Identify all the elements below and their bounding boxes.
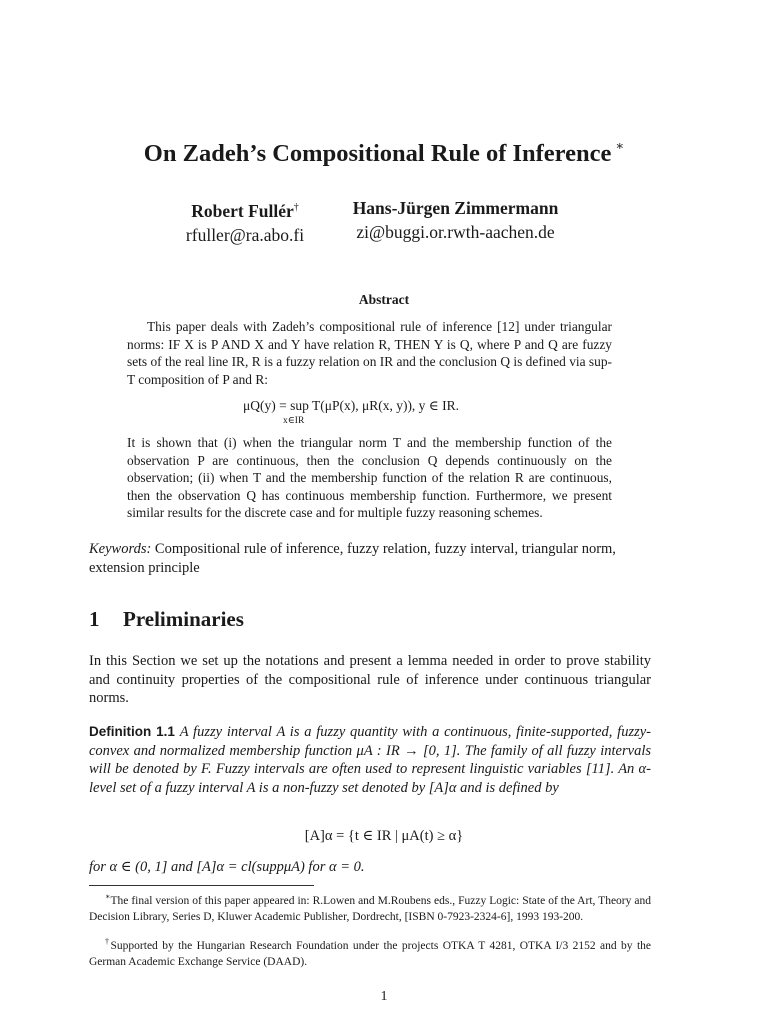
- keywords-label: Keywords:: [89, 541, 152, 557]
- section-number: 1: [89, 607, 100, 631]
- keywords: [89, 540, 651, 578]
- author-name: Robert Fullér: [191, 201, 294, 221]
- keywords-text: Compositional rule of inference, fuzzy relation, fuzzy interval, triangular norm, extension principle: [89, 541, 616, 576]
- section-heading: [89, 607, 244, 632]
- title-text: On Zadeh’s Compositional Rule of Inference: [143, 140, 612, 167]
- paper-title: [0, 138, 768, 168]
- author-footnote-mark: †: [293, 202, 299, 213]
- author-email: rfuller@ra.abo.fi: [185, 225, 305, 245]
- author-name: Hans-Jürgen Zimmermann: [352, 198, 559, 218]
- definition-label: Definition 1.1: [89, 724, 175, 739]
- abstract-paragraph: It is shown that (i) when the triangular norm T and the membership function of the observation P are continuous, then the conclusion Q depends continuously on the observation; (ii) when T and the membership function of the relation R are continuous, then the observation Q has continuous membership function. Furthermore, we present similar results for the discrete case and for multiple fuzzy reasoning schemes.: [127, 435, 612, 520]
- author-block: [160, 196, 330, 247]
- title-footnote-mark: ∗: [615, 138, 625, 153]
- footnote: [89, 889, 651, 925]
- alpha-level-equation: [A]α = {t ∈ IR | μA(t) ≥ α}: [304, 828, 464, 844]
- abstract-heading: Abstract: [358, 292, 410, 307]
- footnote: [89, 934, 651, 970]
- footnote-rule: [89, 885, 314, 886]
- page-number: 1: [380, 989, 388, 1004]
- footnote-mark: ∗: [105, 892, 111, 901]
- author-email: zi@buggi.or.rwth-aachen.de: [356, 222, 555, 242]
- formula-text: μQ(y) = sup T(μP(x), μR(x, y)), y ∈ IR.: [243, 398, 460, 413]
- footnote-mark: †: [105, 937, 111, 946]
- definition-text: A fuzzy interval A is a fuzzy quantity with a continuous, finite-supported, fuzzy-convex and normalized membership function μA : IR → [0, 1]. The family of all fuzzy intervals will be denoted by F. Fuzzy intervals are often used to represent linguistic variables [11]. An α-level set of a fuzzy interval A is a non-fuzzy set denoted by [A]α and is defined by: [89, 724, 651, 796]
- footnote-text: The final version of this paper appeared in: R.Lowen and M.Roubens eds., Fuzzy Logic: State of the Art, Theory and Decision Library, Series D, Kluwer Academic Publisher, Dordrecht, [ISBN 0-7923-2324-6], 1993 193-200.: [89, 895, 651, 923]
- footnote-text: Supported by the Hungarian Research Foundation under the projects OTKA T 4281, OTKA I/3 2152 and by the German Academic Exchange Service (DAAD).: [89, 940, 651, 968]
- author-block: [333, 196, 578, 244]
- definition: [89, 723, 651, 797]
- body-paragraph: In this Section we set up the notations and present a lemma needed in order to prove stability and continuity properties of the compositional rule of inference under continuous triangular norms.: [89, 653, 651, 706]
- abstract-paragraph: This paper deals with Zadeh’s compositional rule of inference [12] under triangular norms: IF X is P AND X and Y have relation R, THEN Y is Q, where P and Q are fuzzy sets of the real line IR, R is a fuzzy relation on IR and the conclusion Q is defined via sup-T composition of P and R:: [127, 319, 612, 387]
- section-title: Preliminaries: [123, 607, 244, 631]
- abstract-formula: [243, 398, 460, 426]
- formula-subscript: x∈IR: [283, 416, 305, 426]
- equation-condition: for α ∈ (0, 1] and [A]α = cl(suppμA) for α = 0.: [89, 859, 365, 875]
